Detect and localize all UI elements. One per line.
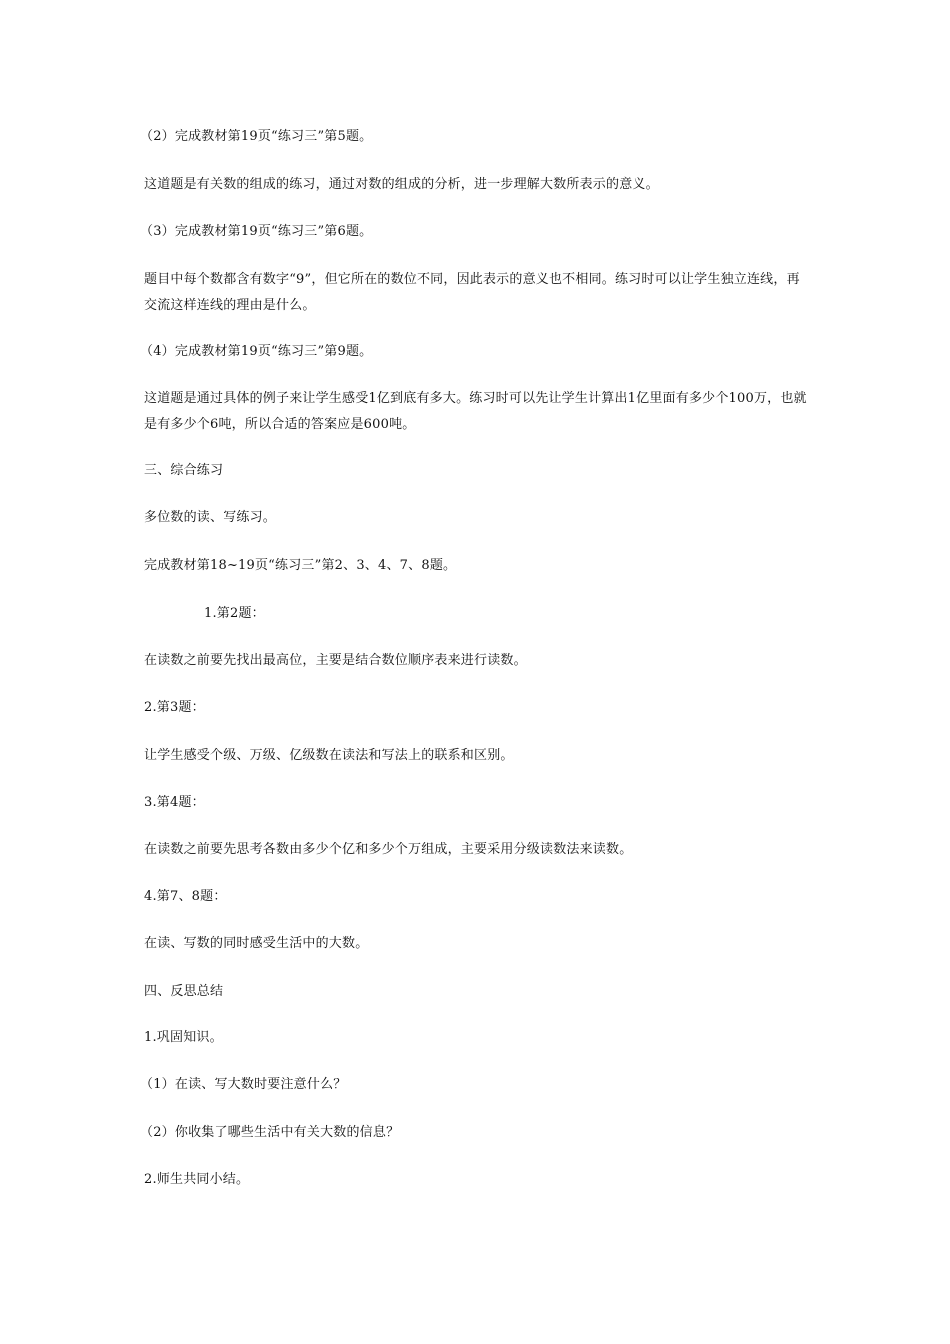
item-2-heading: 2.第3题： (144, 700, 205, 715)
summary-question-1: （1）在读、写大数时要注意什么？ (140, 1077, 347, 1092)
item-1-heading: 1.第2题： (204, 606, 265, 621)
exercise-9-heading: （4）完成教材第19页“练习三”第9题。 (140, 344, 373, 359)
summary-item-2: 2.师生共同小结。 (144, 1172, 250, 1187)
item-1-description: 在读数之前要先找出最高位，主要是结合数位顺序表来进行读数。 (144, 653, 527, 668)
item-4-heading: 4.第7、8题： (144, 889, 227, 904)
section-four-heading: 四、反思总结 (144, 984, 224, 999)
section-three-heading: 三、综合练习 (144, 463, 224, 478)
exercises-list: 完成教材第18~19页“练习三”第2、3、4、7、8题。 (144, 558, 457, 573)
exercise-5-description: 这道题是有关数的组成的练习，通过对数的组成的分析，进一步理解大数所表示的意义。 (144, 177, 659, 192)
item-4-description: 在读、写数的同时感受生活中的大数。 (144, 936, 369, 951)
exercise-6-heading: （3）完成教材第19页“练习三”第6题。 (140, 224, 373, 239)
exercise-6-description: 题目中每个数都含有数字“9”，但它所在的数位不同，因此表示的意义也不相同。练习时可以让学生独立连线，再交流这样连线的理由是什么。 (144, 272, 800, 313)
item-3-description: 在读数之前要先思考各数由多少个亿和多少个万组成，主要采用分级读数法来读数。 (144, 842, 633, 857)
summary-question-2: （2）你收集了哪些生活中有关大数的信息？ (140, 1125, 400, 1140)
exercise-9-description: 这道题是通过具体的例子来让学生感受1亿到底有多大。练习时可以先让学生计算出1亿里面有多少个100万，也就是有多少个6吨，所以合适的答案应是600吨。 (144, 391, 807, 432)
exercise-5-heading: （2）完成教材第19页“练习三”第5题。 (140, 129, 373, 144)
item-3-heading: 3.第4题： (144, 795, 205, 810)
reading-writing-practice: 多位数的读、写练习。 (144, 510, 277, 525)
item-2-description: 让学生感受个级、万级、亿级数在读法和写法上的联系和区别。 (144, 748, 514, 763)
summary-item-1: 1.巩固知识。 (144, 1030, 223, 1045)
